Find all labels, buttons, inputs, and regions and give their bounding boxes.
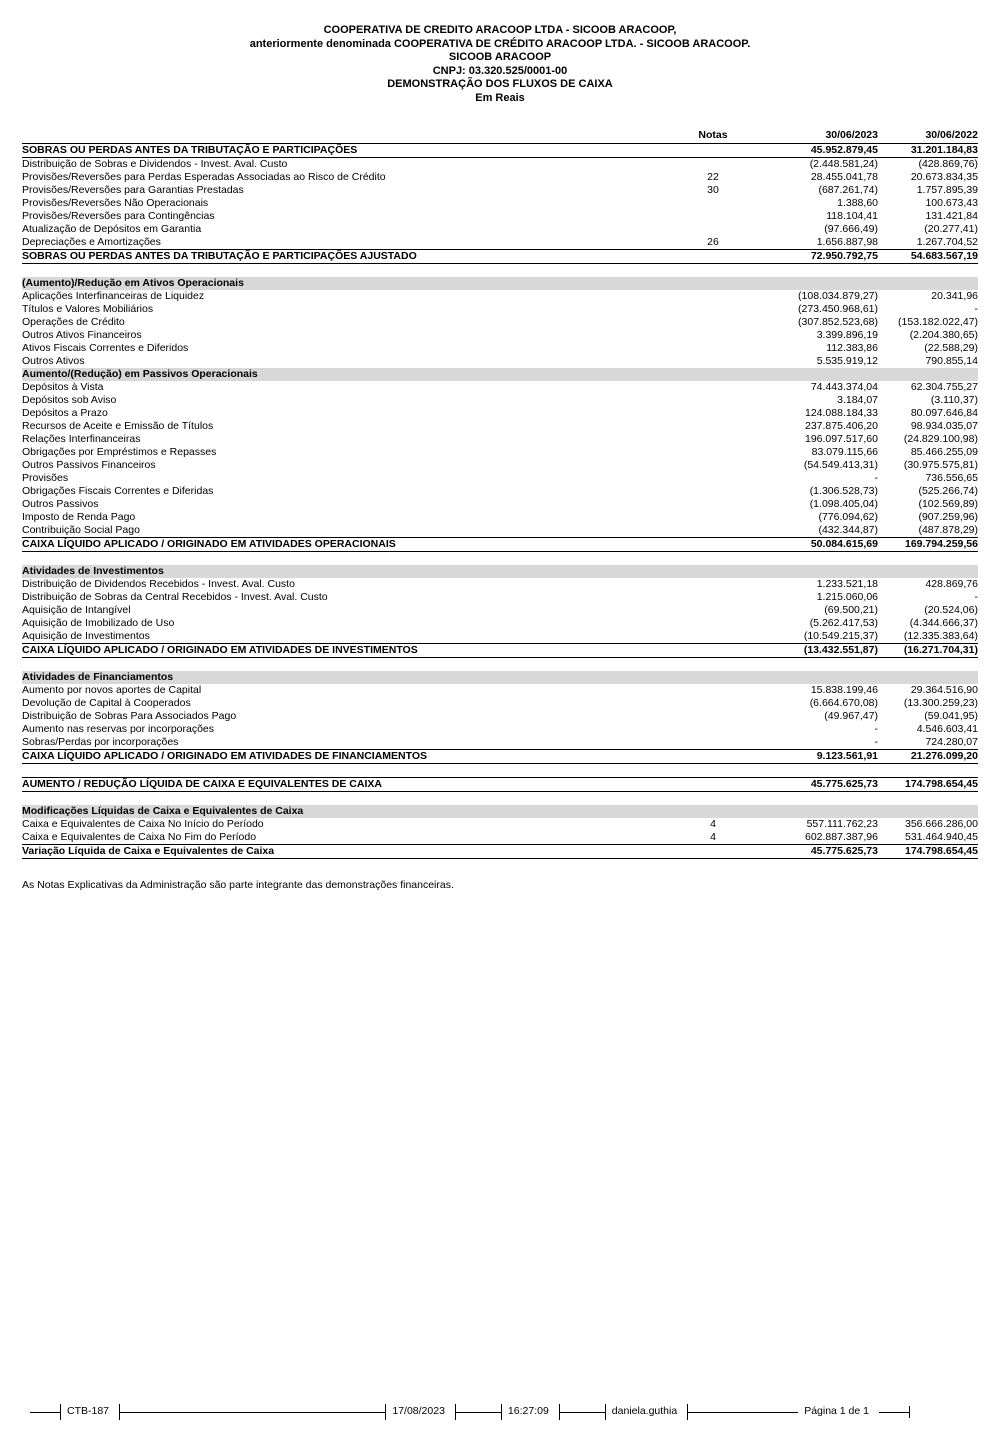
value-2023-cell: (776.094,62) — [818, 511, 878, 523]
row-label: Caixa e Equivalentes de Caixa No Início do Período — [22, 818, 264, 830]
value-2022-cell: 31.201.184,83 — [910, 144, 978, 156]
header-notas: Notas — [698, 128, 728, 141]
trade-name: SICOOB ARACOOP — [448, 51, 552, 63]
company-former-name: anteriormente denominada COOPERATIVA DE CRÉDITO ARACOOP LTDA. - SICOOB ARACOOP. — [249, 37, 751, 50]
value-2022-cell: 356.666.286,00 — [905, 818, 978, 830]
value-2023-cell: 124.088.184,33 — [805, 407, 878, 419]
row-label: Provisões/Reversões para Contingências — [22, 210, 215, 222]
cashflow-table — [22, 127, 978, 859]
footer-rule — [688, 1412, 798, 1413]
value-2023-cell: (69.500,21) — [824, 604, 878, 616]
table-row — [22, 472, 978, 485]
value-2023-cell: 45.952.879,45 — [810, 144, 878, 156]
row-label: Relações Interfinanceiras — [22, 433, 141, 445]
total-row — [22, 844, 978, 859]
section-header-row — [22, 805, 978, 818]
value-2023-cell: 15.838.199,46 — [810, 684, 878, 696]
table-row — [22, 511, 978, 524]
value-2023-cell: 45.775.625,73 — [810, 845, 878, 857]
value-2023-cell: 1.656.887,98 — [816, 236, 878, 248]
notes-cell: 4 — [710, 818, 716, 830]
spacer-row — [22, 264, 978, 277]
value-2022-cell: (12.335.383,64) — [903, 630, 978, 642]
value-2022-cell: 98.934.035,07 — [910, 420, 978, 432]
table-row — [22, 524, 978, 537]
table-row — [22, 723, 978, 736]
row-label: SOBRAS OU PERDAS ANTES DA TRIBUTAÇÃO E PARTICIPAÇÕES — [22, 144, 358, 156]
table-row — [22, 578, 978, 591]
value-2022-cell: (428.869,76) — [918, 158, 978, 170]
table-row — [22, 303, 978, 316]
table-row — [22, 171, 978, 184]
value-2022-cell: (487.878,29) — [918, 524, 978, 536]
value-2023-cell: (10.549.215,37) — [803, 630, 878, 642]
row-label: Distribuição de Dividendos Recebidos - Invest. Aval. Custo — [22, 578, 295, 590]
table-row — [22, 158, 978, 171]
value-2022-cell: (4.344.666,37) — [909, 617, 978, 629]
total-row — [22, 643, 978, 658]
table-row — [22, 485, 978, 498]
value-2022-cell: 531.464.940,45 — [905, 831, 978, 843]
value-2022-cell: 790.855,14 — [925, 355, 978, 367]
value-2022-cell: (102.569,89) — [918, 498, 978, 510]
row-label: Distribuição de Sobras Para Associados Pago — [22, 710, 237, 722]
value-2022-cell: 80.097.646,84 — [910, 407, 978, 419]
company-name: COOPERATIVA DE CREDITO ARACOOP LTDA - SICOOB ARACOOP, — [323, 24, 677, 36]
value-2023-cell: (97.666,49) — [824, 223, 878, 235]
total-row — [22, 537, 978, 552]
header-date-2023: 30/06/2023 — [825, 128, 878, 141]
row-label: Aquisição de Investimentos — [22, 630, 150, 642]
value-2022-cell: 4.546.603,41 — [916, 723, 978, 735]
value-2023-cell: (432.344,87) — [818, 524, 878, 536]
row-label: Atualização de Depósitos em Garantia — [22, 223, 202, 235]
spacer-row — [22, 552, 978, 565]
table-header-row — [22, 127, 978, 143]
row-label: CAIXA LÍQUIDO APLICADO / ORIGINADO EM ATIVIDADES OPERACIONAIS — [22, 538, 396, 550]
table-row — [22, 446, 978, 459]
row-label: Aumento/(Redução) em Passivos Operacionais — [22, 368, 258, 380]
value-2022-cell: (16.271.704,31) — [903, 644, 978, 656]
row-label: Provisões/Reversões para Garantias Prestadas — [22, 184, 244, 196]
table-row — [22, 818, 978, 831]
value-2022-cell: (907.259,96) — [918, 511, 978, 523]
row-label: Imposto de Renda Pago — [22, 511, 136, 523]
value-2022-cell: (59.041,95) — [924, 710, 978, 722]
row-label: SOBRAS OU PERDAS ANTES DA TRIBUTAÇÃO E PARTICIPAÇÕES AJUSTADO — [22, 250, 417, 262]
row-label: Aplicações Interfinanceiras de Liquidez — [22, 290, 205, 302]
row-label: Caixa e Equivalentes de Caixa No Fim do Período — [22, 831, 257, 843]
row-label: Títulos e Valores Mobiliários — [22, 303, 154, 315]
value-2023-cell: 112.383,86 — [826, 342, 878, 354]
row-label: (Aumento)/Redução em Ativos Operacionais — [22, 277, 244, 289]
value-2023-cell: (1.306.528,73) — [809, 485, 878, 497]
value-2023-cell: - — [874, 736, 878, 748]
value-2023-cell: 3.184,07 — [837, 394, 878, 406]
value-2023-cell: 3.399.896,19 — [816, 329, 878, 341]
section-header-row — [22, 671, 978, 684]
total-row — [22, 749, 978, 764]
value-2023-cell: 1.215.060,06 — [816, 591, 878, 603]
row-label: Aumento nas reservas por incorporações — [22, 723, 215, 735]
value-2022-cell: 21.276.099,20 — [910, 750, 978, 762]
value-2023-cell: 118.104,41 — [826, 210, 878, 222]
footer-rule — [879, 1412, 909, 1413]
header-date-2022: 30/06/2022 — [925, 128, 978, 141]
table-row — [22, 617, 978, 630]
value-2023-cell: (687.261,74) — [818, 184, 878, 196]
value-2022-cell: (30.975.575,81) — [903, 459, 978, 471]
table-row — [22, 420, 978, 433]
table-row — [22, 342, 978, 355]
value-2022-cell: (3.110,37) — [930, 394, 978, 406]
row-label: Depósitos sob Aviso — [22, 394, 117, 406]
value-2023-cell: (49.967,47) — [824, 710, 878, 722]
footer-rule — [30, 1412, 60, 1413]
table-row — [22, 498, 978, 511]
value-2022-cell: (22.588,29) — [924, 342, 978, 354]
value-2023-cell: (5.262.417,53) — [809, 617, 878, 629]
row-label: Provisões/Reversões para Perdas Esperadas Associadas ao Risco de Crédito — [22, 171, 386, 183]
table-row — [22, 433, 978, 446]
value-2023-cell: 196.097.517,60 — [805, 433, 878, 445]
value-2023-cell: - — [874, 723, 878, 735]
row-label: Outros Passivos Financeiros — [22, 459, 156, 471]
row-label: Depósitos a Prazo — [22, 407, 108, 419]
table-row — [22, 459, 978, 472]
value-2023-cell: 5.535.919,12 — [816, 355, 878, 367]
table-row — [22, 316, 978, 329]
footer-rule — [456, 1412, 501, 1413]
notes-cell: 26 — [707, 236, 719, 248]
row-label: Distribuição de Sobras e Dividendos - Invest. Aval. Custo — [22, 158, 288, 170]
statement-title: DEMONSTRAÇÃO DOS FLUXOS DE CAIXA — [387, 78, 613, 90]
value-2022-cell: 1.757.895,39 — [916, 184, 978, 196]
row-label: Recursos de Aceite e Emissão de Títulos — [22, 420, 214, 432]
table-row — [22, 710, 978, 723]
table-body — [22, 143, 978, 859]
document-header — [22, 24, 978, 105]
spacer-row — [22, 764, 978, 777]
page-footer — [30, 1404, 910, 1420]
value-2023-cell: (273.450.968,61) — [798, 303, 878, 315]
value-2022-cell: (2.204.380,65) — [909, 329, 978, 341]
value-2022-cell: 169.794.259,56 — [905, 538, 978, 550]
row-label: Provisões — [22, 472, 69, 484]
row-label: CAIXA LÍQUIDO APLICADO / ORIGINADO EM ATIVIDADES DE FINANCIAMENTOS — [22, 750, 428, 762]
total-row — [22, 143, 978, 158]
value-2023-cell: 72.950.792,75 — [810, 250, 878, 262]
table-row — [22, 381, 978, 394]
page-number: Página 1 de 1 — [804, 1405, 869, 1417]
row-label: Variação Líquida de Caixa e Equivalentes de Caixa — [22, 845, 275, 857]
table-row — [22, 591, 978, 604]
table-row — [22, 684, 978, 697]
row-label: Atividades de Financiamentos — [22, 671, 174, 683]
value-2023-cell: 602.887.387,96 — [805, 831, 878, 843]
currency-note: Em Reais — [475, 91, 525, 104]
value-2022-cell: 428.869,76 — [925, 578, 978, 590]
print-time: 16:27:09 — [501, 1404, 560, 1420]
section-header-row — [22, 565, 978, 578]
row-label: Ativos Fiscais Correntes e Diferidos — [22, 342, 189, 354]
value-2022-cell: 54.683.567,19 — [910, 250, 978, 262]
value-2022-cell: 736.556,65 — [925, 472, 978, 484]
value-2023-cell: (6.664.670,08) — [809, 697, 878, 709]
row-label: Aumento por novos aportes de Capital — [22, 684, 202, 696]
value-2022-cell: 85.466.255,09 — [910, 446, 978, 458]
value-2023-cell: (307.852.523,68) — [798, 316, 878, 328]
value-2023-cell: 1.388,60 — [837, 197, 878, 209]
row-label: Obrigações por Empréstimos e Repasses — [22, 446, 217, 458]
value-2022-cell: 20.341,96 — [931, 290, 978, 302]
notes-cell: 22 — [707, 171, 719, 183]
value-2023-cell: 9.123.561,91 — [816, 750, 878, 762]
value-2022-cell: 62.304.755,27 — [910, 381, 978, 393]
row-label: Outros Passivos — [22, 498, 99, 510]
row-label: Devolução de Capital à Cooperados — [22, 697, 191, 709]
value-2022-cell: 174.798.654,45 — [905, 845, 978, 857]
value-2022-cell: (24.829.100,98) — [903, 433, 978, 445]
value-2022-cell: (525.266,74) — [918, 485, 978, 497]
report-code: CTB-187 — [60, 1404, 120, 1420]
table-row — [22, 184, 978, 197]
explanatory-note: As Notas Explicativas da Administração são parte integrante das demonstrações financeiras. — [22, 879, 454, 891]
row-label: Outros Ativos Financeiros — [22, 329, 142, 341]
value-2023-cell: 74.443.374,04 — [810, 381, 878, 393]
row-label: Depósitos à Vista — [22, 381, 104, 393]
cnpj: CNPJ: 03.320.525/0001-00 — [432, 64, 568, 77]
value-2023-cell: (1.098.405,04) — [809, 498, 878, 510]
table-row — [22, 630, 978, 643]
table-row — [22, 236, 978, 249]
row-label: Atividades de Investimentos — [22, 565, 164, 577]
value-2022-cell: 29.364.516,90 — [910, 684, 978, 696]
value-2022-cell: 1.267.704,52 — [916, 236, 978, 248]
value-2022-cell: 131.421,84 — [925, 210, 978, 222]
table-row — [22, 223, 978, 236]
row-label: Depreciações e Amortizações — [22, 236, 161, 248]
value-2023-cell: (13.432.551,87) — [803, 644, 878, 656]
row-label: CAIXA LÍQUIDO APLICADO / ORIGINADO EM ATIVIDADES DE INVESTIMENTOS — [22, 644, 418, 656]
total-row — [22, 249, 978, 264]
row-label: Aquisição de Intangível — [22, 604, 131, 616]
value-2023-cell: (108.034.879,27) — [798, 290, 878, 302]
table-row — [22, 329, 978, 342]
value-2022-cell: 20.673.834,35 — [910, 171, 978, 183]
footer-rule — [120, 1412, 385, 1413]
row-label: AUMENTO / REDUÇÃO LÍQUIDA DE CAIXA E EQUIVALENTES DE CAIXA — [22, 778, 382, 790]
value-2022-cell: 724.280,07 — [925, 736, 978, 748]
value-2023-cell: 50.084.615,69 — [810, 538, 878, 550]
print-date: 17/08/2023 — [385, 1404, 456, 1420]
row-label: Contribuição Social Pago — [22, 524, 140, 536]
table-row — [22, 197, 978, 210]
table-row — [22, 831, 978, 844]
value-2023-cell: (54.549.413,31) — [803, 459, 878, 471]
row-label: Outros Ativos — [22, 355, 85, 367]
value-2023-cell: 557.111.762,23 — [806, 818, 878, 830]
spacer-row — [22, 792, 978, 805]
row-label: Obrigações Fiscais Correntes e Diferidas — [22, 485, 214, 497]
value-2022-cell: (20.277,41) — [924, 223, 978, 235]
value-2023-cell: 45.775.625,73 — [810, 778, 878, 790]
footer-end-tick — [909, 1406, 910, 1418]
table-row — [22, 210, 978, 223]
table-row — [22, 290, 978, 303]
row-label: Sobras/Perdas por incorporações — [22, 736, 179, 748]
row-label: Operações de Crédito — [22, 316, 125, 328]
row-label: Aquisição de Imobilizado de Uso — [22, 617, 175, 629]
table-row — [22, 604, 978, 617]
spacer-row — [22, 658, 978, 671]
value-2023-cell: 1.233.521,18 — [816, 578, 878, 590]
value-2022-cell: 100.673,43 — [925, 197, 978, 209]
section-header-row — [22, 277, 978, 290]
notes-cell: 4 — [710, 831, 716, 843]
value-2022-cell: (20.524,06) — [924, 604, 978, 616]
print-user: daniela.guthia — [605, 1404, 688, 1420]
value-2023-cell: 28.455.041,78 — [810, 171, 878, 183]
row-label: Distribuição de Sobras da Central Recebidos - Invest. Aval. Custo — [22, 591, 328, 603]
section-header-row — [22, 368, 978, 381]
value-2023-cell: - — [874, 472, 878, 484]
value-2022-cell: (13.300.259,23) — [903, 697, 978, 709]
value-2023-cell: (2.448.581,24) — [809, 158, 878, 170]
footer-rule — [560, 1412, 605, 1413]
table-row — [22, 736, 978, 749]
table-row — [22, 394, 978, 407]
value-2023-cell: 237.875.406,20 — [805, 420, 878, 432]
row-label: Modificações Líquidas de Caixa e Equivalentes de Caixa — [22, 805, 304, 817]
value-2023-cell: 83.079.115,66 — [811, 446, 878, 458]
value-2022-cell: (153.182.022,47) — [898, 316, 978, 328]
table-row — [22, 697, 978, 710]
value-2022-cell: - — [974, 303, 978, 315]
table-row — [22, 407, 978, 420]
row-label: Provisões/Reversões Não Operacionais — [22, 197, 209, 209]
value-2022-cell: - — [974, 591, 978, 603]
total-row — [22, 777, 978, 792]
table-row — [22, 355, 978, 368]
notes-cell: 30 — [707, 184, 719, 196]
value-2022-cell: 174.798.654,45 — [905, 778, 978, 790]
